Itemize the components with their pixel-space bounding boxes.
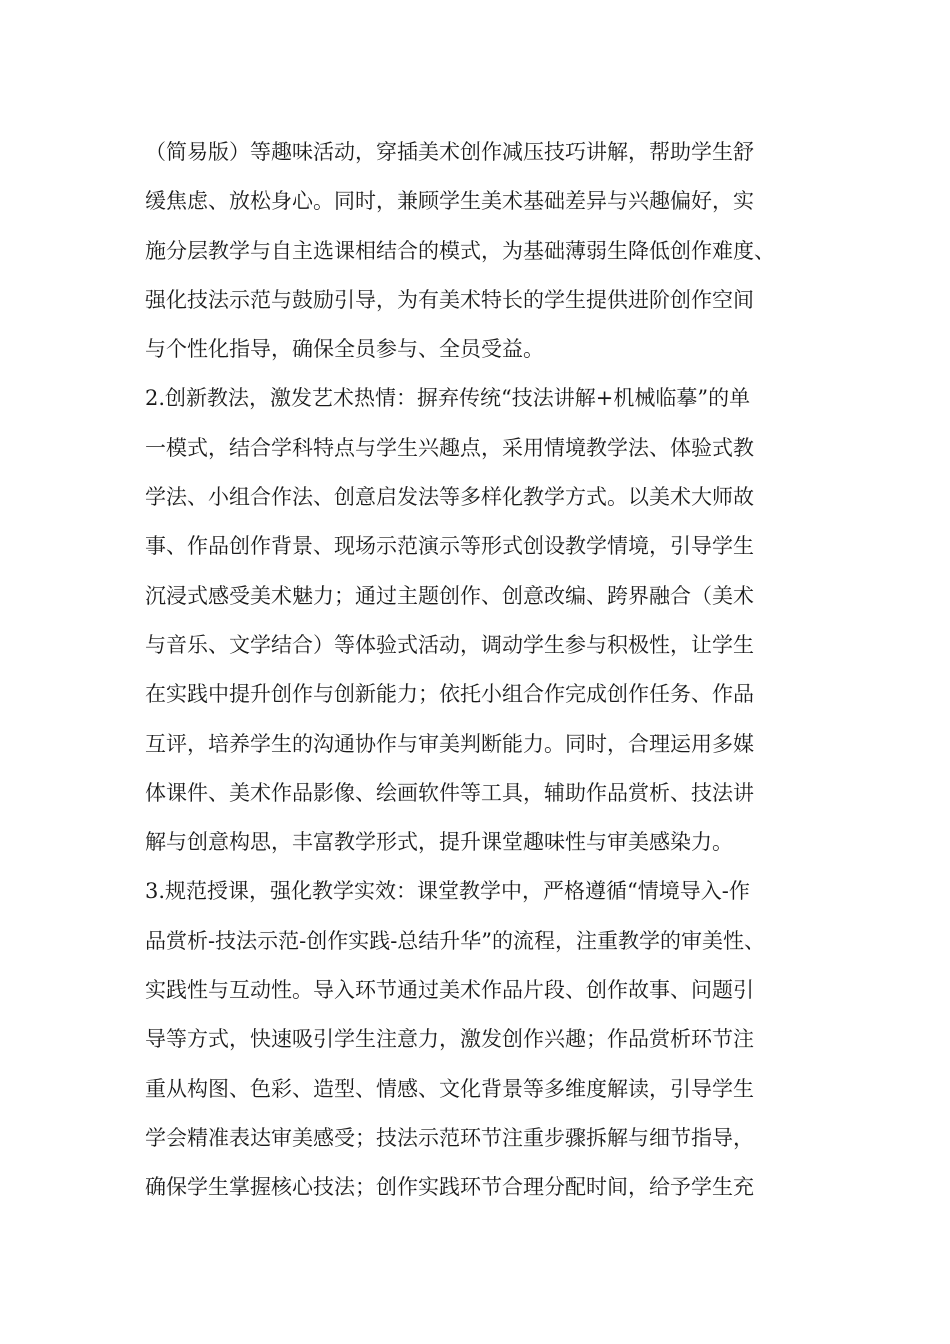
text-line: 缓焦虑、放松身心。同时，兼顾学生美术基础差异与兴趣偏好，实 — [145, 189, 754, 214]
text-line: 施分层教学与自主选课相结合的模式，为基础薄弱生降低创作难度、 — [145, 238, 775, 263]
text-line: 互评，培养学生的沟通协作与审美判断能力。同时，合理运用多媒 — [145, 731, 754, 756]
text-line: 沉浸式感受美术魅力；通过主题创作、创意改编、跨界融合（美术 — [145, 583, 754, 608]
text-line: 学会精准表达审美感受；技法示范环节注重步骤拆解与细节指导， — [145, 1125, 754, 1150]
text-line: 确保学生掌握核心技法；创作实践环节合理分配时间，给予学生充 — [145, 1175, 754, 1200]
text-line: 品赏析-技法示范-创作实践-总结升华”的流程，注重教学的审美性、 — [145, 928, 766, 953]
text-line: 与音乐、文学结合）等体验式活动，调动学生参与积极性，让学生 — [145, 632, 754, 657]
section-2-heading-line: 2.创新教法，激发艺术热情：摒弃传统“技法讲解+机械临摹”的单 — [145, 386, 751, 411]
text-line: 解与创意构思，丰富教学形式，提升课堂趣味性与审美感染力。 — [145, 830, 733, 855]
text-line: 在实践中提升创作与创新能力；依托小组合作完成创作任务、作品 — [145, 682, 754, 707]
body-text — [145, 128, 835, 1213]
text-line: 学法、小组合作法、创意启发法等多样化教学方式。以美术大师故 — [145, 485, 754, 510]
text-line: 重从构图、色彩、造型、情感、文化背景等多维度解读，引导学生 — [145, 1076, 754, 1101]
text-line: 体课件、美术作品影像、绘画软件等工具，辅助作品赏析、技法讲 — [145, 780, 754, 805]
text-line: 一模式，结合学科特点与学生兴趣点，采用情境教学法、体验式教 — [145, 435, 754, 460]
text-line: 与个性化指导，确保全员参与、全员受益。 — [145, 337, 544, 362]
text-line: 强化技法示范与鼓励引导，为有美术特长的学生提供进阶创作空间 — [145, 287, 754, 312]
text-line: （简易版）等趣味活动，穿插美术创作减压技巧讲解，帮助学生舒 — [145, 140, 754, 164]
text-line: 实践性与互动性。导入环节通过美术作品片段、创作故事、问题引 — [145, 978, 754, 1003]
text-line: 导等方式，快速吸引学生注意力，激发创作兴趣；作品赏析环节注 — [145, 1027, 754, 1052]
section-3-heading-line: 3.规范授课，强化教学实效：课堂教学中，严格遵循“情境导入-作 — [145, 879, 750, 904]
text-line: 事、作品创作背景、现场示范演示等形式创设教学情境，引导学生 — [145, 534, 754, 559]
